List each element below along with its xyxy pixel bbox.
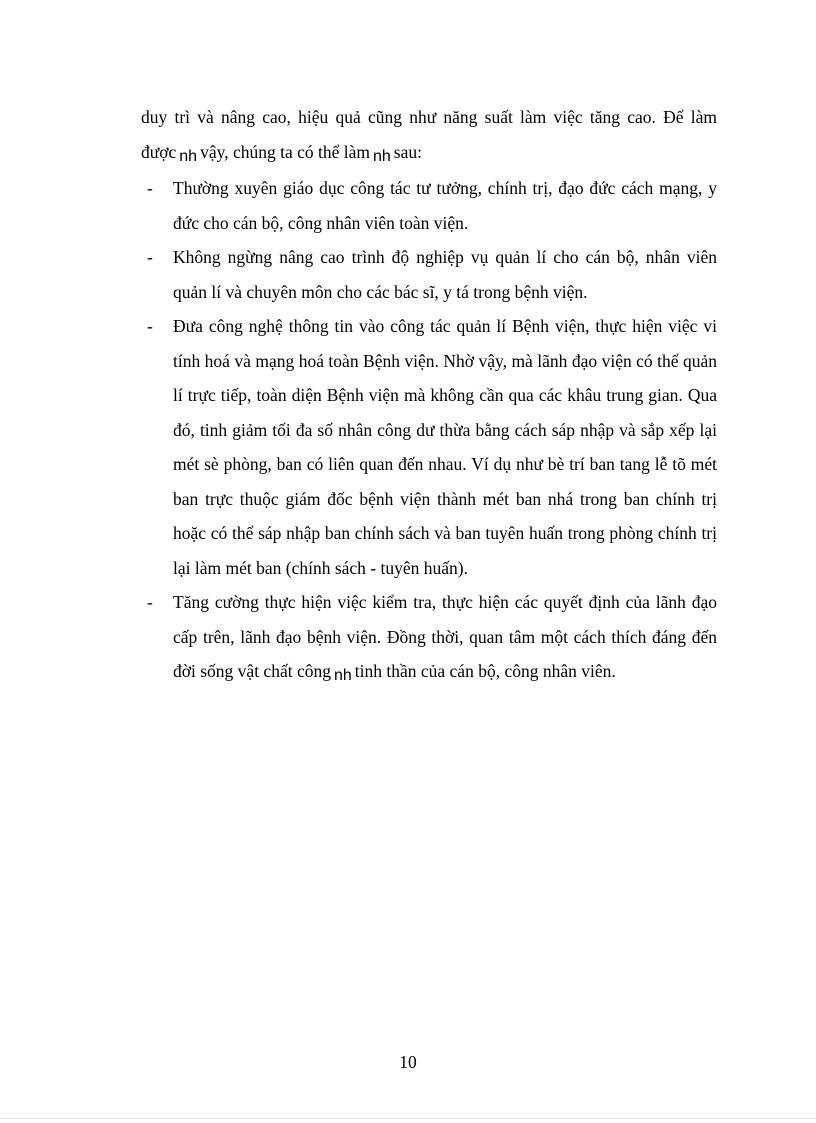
- nh-glyph: nh: [179, 147, 198, 165]
- intro-line-2-middle: vậy, chúng ta có thể làm: [200, 141, 370, 162]
- list-item: [141, 585, 717, 691]
- intro-line-2-start: được: [141, 141, 177, 162]
- page-number: 10: [399, 1052, 417, 1072]
- intro-line-1: duy trì và nâng cao, hiệu quả cũng như năng suất làm việc tăng cao. Để làm: [141, 107, 717, 127]
- list-item: [141, 240, 717, 309]
- intro-line-2-end: sau:: [393, 141, 422, 162]
- list-item: [141, 309, 717, 585]
- bullet-text-end: tinh thần của cán bộ, công nhân viên.: [354, 661, 616, 681]
- bullet-text-start: Tăng cường thực hiện việc kiểm tra, thực hiện các quyết định của lãnh đạo cấp trên, lãnh đạo bệnh viện. Đồng thời, quan tâm một cách thích đáng đến đời sống vật chất công: [173, 592, 717, 681]
- dash-marker: -: [147, 316, 153, 336]
- bullet-text: Đưa công nghệ thông tin vào công tác quản lí Bệnh viện, thực hiện việc vi tính hoá và mạng hoá toàn Bệnh viện. Nhờ vậy, mà lãnh đạo viện có thể quản lí trực tiếp, toàn diện Bệnh viện mà không cần qua các khâu trung gian. Qua đó, tinh giảm tối đa số nhân công dư thừa bằng cách sáp nhập và sắp xếp lại mét sè phòng, ban có liên quan đến nhau. Ví dụ như bè trí ban tang lễ tõ mét ban trực thuộc giám đốc bệnh viện thành mét ban nhá trong ban chính trị hoặc có thể sáp nhập ban chính sách và ban tuyên huấn trong phòng chính trị lại làm mét ban (chính sách - tuyên huấn).: [173, 316, 717, 578]
- body-text: [141, 100, 717, 691]
- dash-marker: -: [147, 178, 153, 198]
- intro-paragraph: [141, 100, 717, 171]
- dash-marker: -: [147, 247, 153, 267]
- dash-marker: -: [147, 592, 153, 612]
- nh-glyph: nh: [372, 147, 391, 165]
- page-bottom-divider: [0, 1118, 816, 1119]
- bullet-text: Thường xuyên giáo dục công tác tư tưởng, chính trị, đạo đức cách mạng, y đức cho cán bộ, công nhân viên toàn viện.: [173, 178, 717, 233]
- nh-glyph: nh: [333, 667, 352, 684]
- list-item: [141, 171, 717, 240]
- bullet-list: [141, 171, 717, 691]
- bullet-text: Không ngừng nâng cao trình độ nghiệp vụ quản lí cho cán bộ, nhân viên quản lí và chuyên môn cho các bác sĩ, y tá trong bệnh viện.: [173, 247, 717, 302]
